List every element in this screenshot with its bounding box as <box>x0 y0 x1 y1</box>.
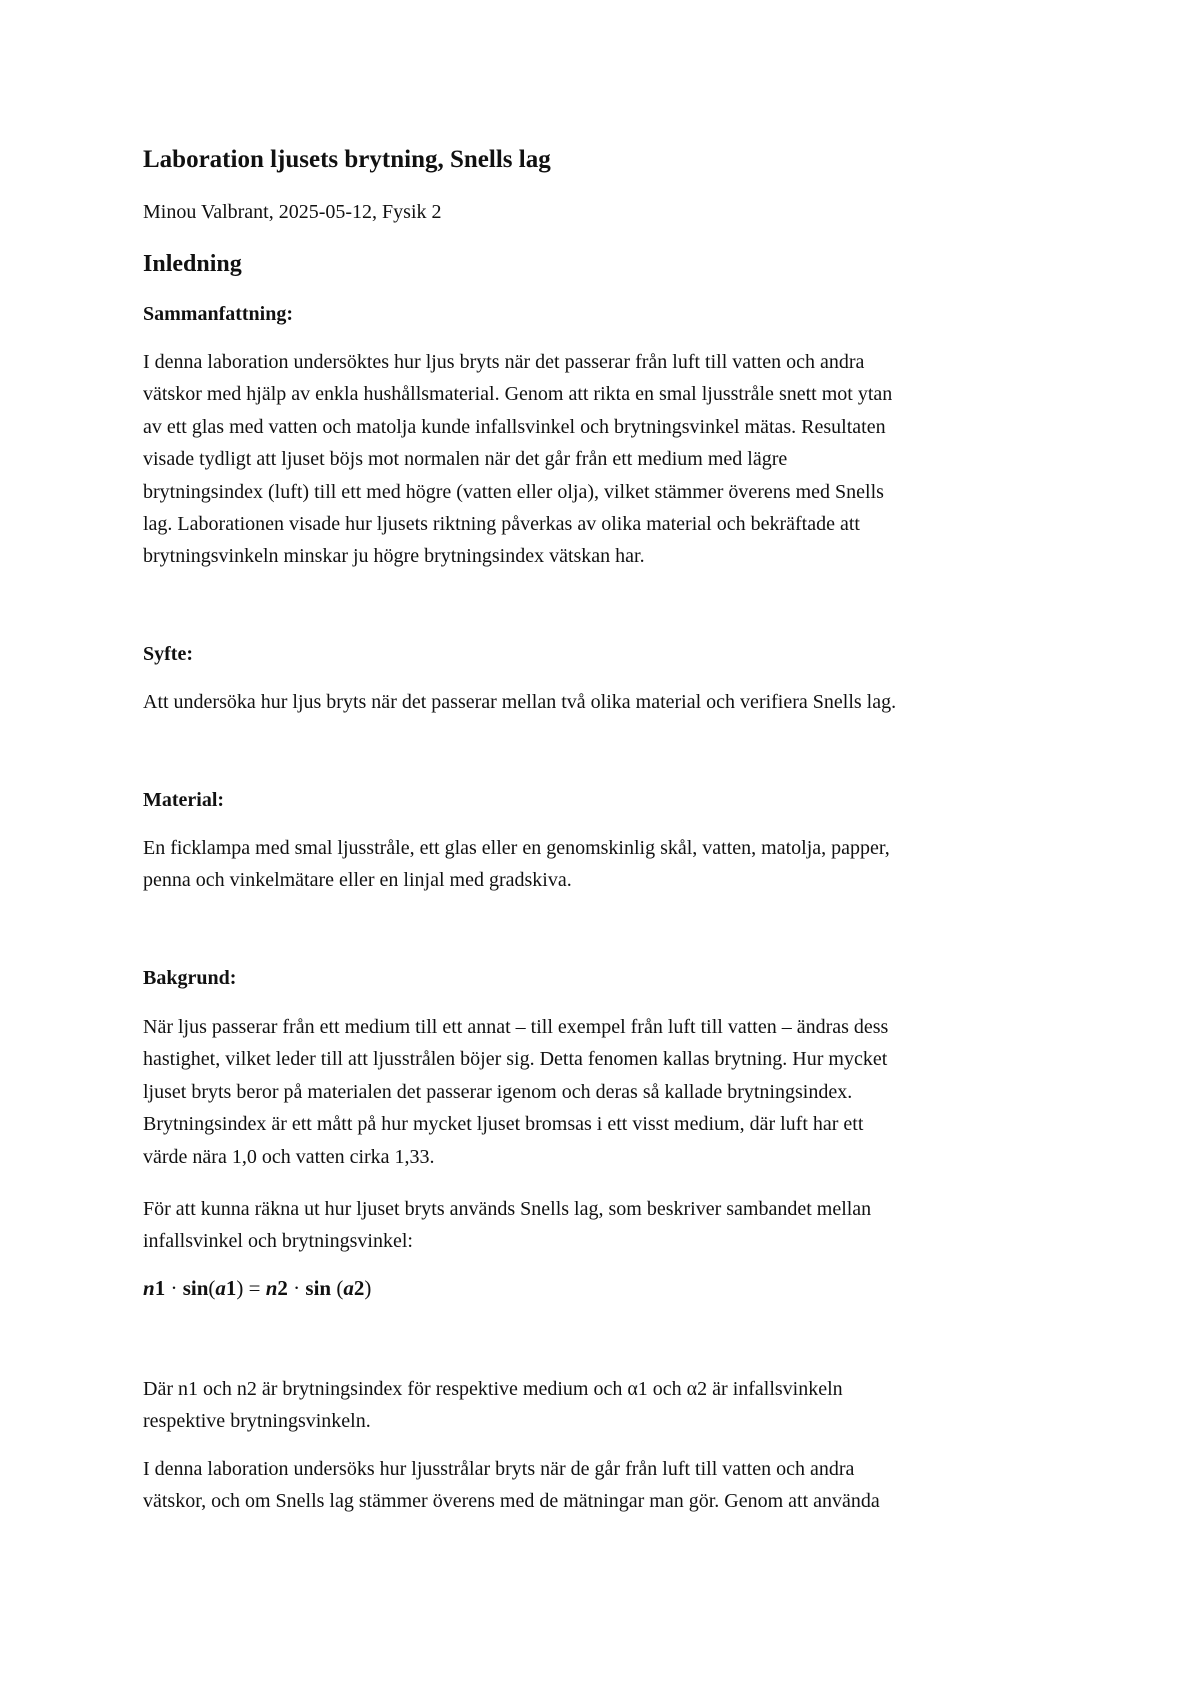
background-line: vätskor, och om Snells lag stämmer överens med de mätningar man gör. Genom att använda <box>143 1490 880 1513</box>
formula-dot: · <box>165 1276 183 1300</box>
material-line: En ficklampa med smal ljusstråle, ett glas eller en genomskinlig skål, vatten, matolja, papper, <box>143 837 890 859</box>
formula-n1-index: 1 <box>154 1276 166 1300</box>
document-page <box>143 0 1063 1696</box>
background-line: infallsvinkel och brytningsvinkel: <box>143 1230 413 1253</box>
formula-a1: a <box>215 1276 226 1300</box>
formula-equals: = <box>243 1276 266 1300</box>
formula-paren: ( <box>336 1276 344 1300</box>
document-title: Laboration ljusets brytning, Snells lag <box>143 146 551 173</box>
summary-line: lag. Laborationen visade hur ljusets riktning påverkas av olika material och bekräftade att <box>143 513 860 536</box>
summary-line: visade tydligt att ljuset böjs mot normalen när det går från ett medium med lägre <box>143 448 788 471</box>
summary-line: av ett glas med vatten och matolja kunde infallsvinkel och brytningsvinkel mätas. Resultaten <box>143 415 886 438</box>
background-line: Brytningsindex är ett mått på hur mycket ljuset bromsas i ett visst medium, där luft har ett <box>143 1113 864 1136</box>
background-line: När ljus passerar från ett medium till ett annat – till exempel från luft till vatten – ändras dess <box>143 1016 889 1038</box>
summary-line: brytningsindex (luft) till ett med högre (vatten eller olja), vilket stämmer överens med Snells <box>143 480 884 503</box>
formula-paren: ) <box>236 1276 244 1300</box>
background-line: I denna laboration undersöks hur ljusstrålar bryts när de går från luft till vatten och andra <box>143 1458 855 1480</box>
formula-sin: sin <box>305 1276 337 1300</box>
background-paragraph-2 <box>143 1193 871 1258</box>
author-date-course: Minou Valbrant, 2025-05-12, Fysik 2 <box>143 201 442 223</box>
background-line: hastighet, vilket leder till att ljusstrålen böjer sig. Detta fenomen kallas brytning. Hur mycket <box>143 1048 888 1071</box>
background-line: För att kunna räkna ut hur ljuset bryts används Snells lag, som beskriver sambandet mellan <box>143 1198 872 1220</box>
summary-line: I denna laboration undersöktes hur ljus bryts när det passerar från luft till vatten och andra <box>143 351 865 373</box>
summary-line: vätskor med hjälp av enkla hushållsmaterial. Genom att rikta en smal ljusstråle snett mot ytan <box>143 383 893 406</box>
heading-inledning: Inledning <box>143 251 242 277</box>
purpose-paragraph <box>143 686 896 718</box>
snells-law-formula <box>143 1273 371 1303</box>
background-paragraph-1 <box>143 1011 888 1173</box>
heading-material: Material: <box>143 789 225 811</box>
formula-sin: sin <box>182 1276 209 1300</box>
background-line: värde nära 1,0 och vatten cirka 1,33. <box>143 1145 435 1168</box>
material-line: penna och vinkelmätare eller en linjal med gradskiva. <box>143 869 572 892</box>
formula-paren: ( <box>208 1276 216 1300</box>
background-paragraph-4 <box>143 1453 880 1518</box>
background-line: ljuset bryts beror på materialen det passerar igenom och deras så kallade brytningsindex. <box>143 1080 853 1103</box>
formula-a1-index: 1 <box>225 1276 237 1300</box>
background-paragraph-3 <box>143 1373 843 1438</box>
formula-a2: a <box>343 1276 354 1300</box>
formula-n2-index: 2 <box>277 1276 288 1300</box>
formula-paren: ) <box>364 1276 372 1300</box>
purpose-line: Att undersöka hur ljus bryts när det passerar mellan två olika material och verifiera Snells lag. <box>143 691 897 713</box>
formula-dot: · <box>287 1276 306 1300</box>
summary-line: brytningsvinkeln minskar ju högre brytningsindex vätskan har. <box>143 545 645 568</box>
summary-paragraph <box>143 346 892 573</box>
material-paragraph <box>143 832 890 897</box>
heading-bakgrund: Bakgrund: <box>143 967 237 989</box>
background-line: Där n1 och n2 är brytningsindex för respektive medium och α1 och α2 är infallsvinkeln <box>143 1378 843 1400</box>
heading-syfte: Syfte: <box>143 643 193 665</box>
formula-n2: n <box>265 1276 278 1300</box>
background-line: respektive brytningsvinkeln. <box>143 1410 371 1433</box>
heading-sammanfattning: Sammanfattning: <box>143 303 294 325</box>
formula-a2-index: 2 <box>353 1276 365 1300</box>
formula-n1: n <box>143 1276 155 1300</box>
